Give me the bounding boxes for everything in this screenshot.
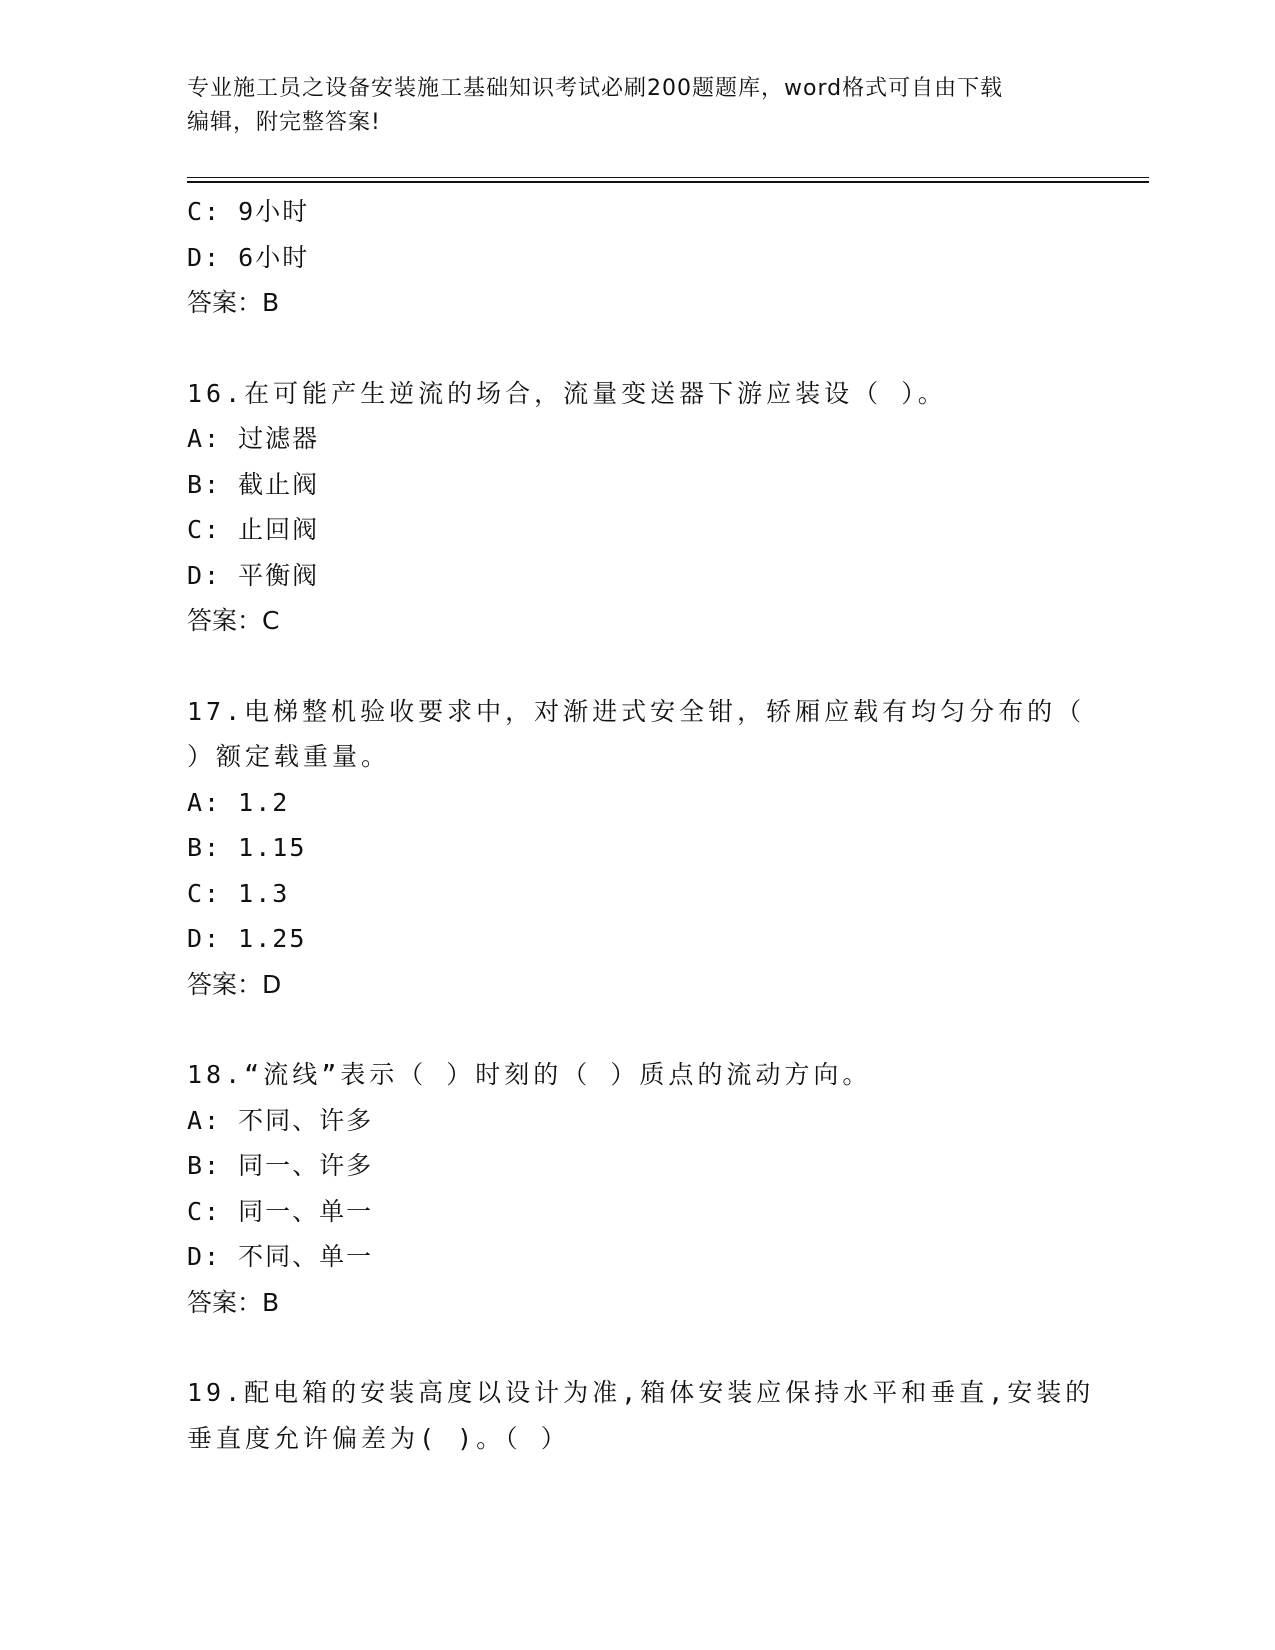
option-b: B: 截止阀 [187,469,320,499]
question-16 [187,371,1087,644]
question-text: 17.电梯整机验收要求中，对渐进式安全钳，轿厢应载有均匀分布的（ [187,696,1086,726]
answer-line: 答案：B [187,1287,280,1317]
question-17 [187,689,1087,1008]
question-text: 19.配电箱的安装高度以设计为准,箱体安装应保持水平和垂直,安装的 [187,1378,1095,1407]
option-a: A: 过滤器 [187,424,320,453]
question-text-continued: 垂直度允许偏差为( )。（ ） [187,1423,570,1453]
option-c: C: 止回阀 [187,515,320,544]
option-d: D: 不同、单一 [187,1242,374,1271]
header-line-2: 编辑，附完整答案! [187,110,381,135]
option-d: D: 1.25 [187,924,307,953]
option-b: B: 同一、许多 [187,1151,374,1180]
question-text: 18.“流线”表示（ ）时刻的（ ）质点的流动方向。 [187,1060,872,1089]
option-d: D: 平衡阀 [187,560,320,590]
option-c: C: 9小时 [187,197,310,226]
option-a: A: 1.2 [187,787,290,817]
header-divider-thin [187,177,1149,178]
carryover-question [187,189,1087,326]
answer-line: 答案：B [187,288,280,317]
question-list [187,189,1095,1461]
header-divider-thick [187,181,1149,183]
option-c: C: 同一、单一 [187,1196,374,1226]
question-text: 16.在可能产生逆流的场合，流量变送器下游应装设（ ）。 [187,378,947,408]
question-18 [187,1052,1087,1325]
option-c: C: 1.3 [187,878,290,908]
option-a: A: 不同、许多 [187,1105,374,1135]
header-line-1: 专业施工员之设备安装施工基础知识考试必刷200题题库，word格式可自由下载 [187,76,1004,101]
question-text-continued: ）额定载重量。 [187,742,391,771]
answer-line: 答案：C [187,606,280,635]
option-d: D: 6小时 [187,242,310,272]
question-19 [187,1370,1095,1461]
document-header [187,72,1087,140]
option-b: B: 1.15 [187,833,307,862]
answer-line: 答案：D [187,969,282,999]
